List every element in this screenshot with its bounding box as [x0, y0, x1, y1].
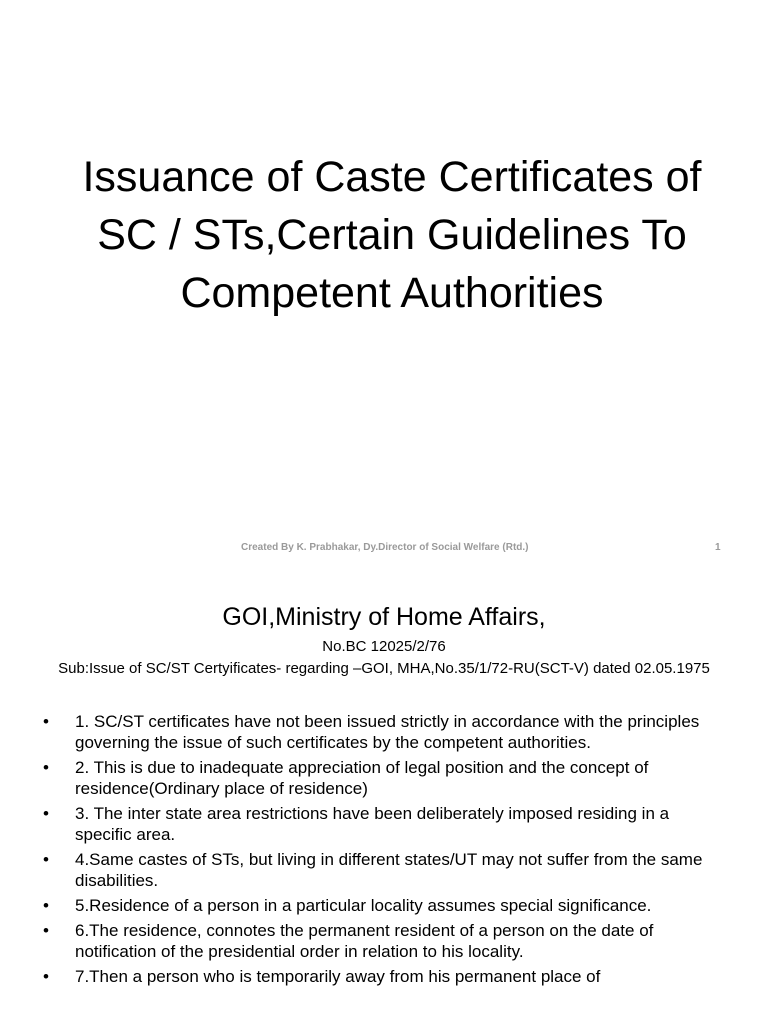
bullet-dot-icon: • [43, 896, 49, 915]
bullet-list [40, 711, 730, 991]
slide-number: 1 [715, 542, 721, 553]
bullet-dot-icon: • [43, 850, 49, 869]
bullet-text: 2. This is due to inadequate appreciation of legal position and the concept of residence(Ordinary place of residence) [75, 758, 649, 798]
bullet-dot-icon: • [43, 967, 49, 986]
list-item [40, 920, 730, 962]
bullet-text: 7.Then a person who is temporarily away from his permanent place of [75, 967, 601, 986]
slide-title: Issuance of Caste Certificates of SC / STs,Certain Guidelines To Competent Authorities [82, 153, 702, 317]
list-item [40, 849, 730, 891]
list-item [40, 895, 730, 916]
bullet-text: 3. The inter state area restrictions have been deliberately imposed residing in a specific area. [75, 804, 670, 844]
bullet-text: 4.Same castes of STs, but living in different states/UT may not suffer from the same disabilities. [75, 850, 703, 890]
bullet-text: 1. SC/ST certificates have not been issued strictly in accordance with the principles governing the issue of such certificates by the competent authorities. [75, 712, 700, 752]
bullet-dot-icon: • [43, 758, 49, 777]
subject-line: Sub:Issue of SC/ST Certyificates- regarding –GOI, MHA,No.35/1/72-RU(SCT-V) dated 02.05.1975 [58, 660, 710, 677]
bullet-text: 6.The residence, connotes the permanent resident of a person on the date of notification of the presidential order in relation to his locality. [75, 921, 654, 961]
footer-credit: Created By K. Prabhakar, Dy.Director of Social Welfare (Rtd.) [241, 542, 529, 553]
bullet-dot-icon: • [43, 921, 49, 940]
content-slide [0, 576, 768, 1024]
list-item [40, 757, 730, 799]
bullet-text: 5.Residence of a person in a particular locality assumes special significance. [75, 896, 652, 915]
bullet-dot-icon: • [43, 804, 49, 823]
list-item [40, 966, 730, 987]
bullet-dot-icon: • [43, 712, 49, 731]
reference-number: No.BC 12025/2/76 [322, 638, 446, 655]
list-item [40, 711, 730, 753]
content-slide-title: GOI,Ministry of Home Affairs, [222, 603, 546, 631]
list-item [40, 803, 730, 845]
